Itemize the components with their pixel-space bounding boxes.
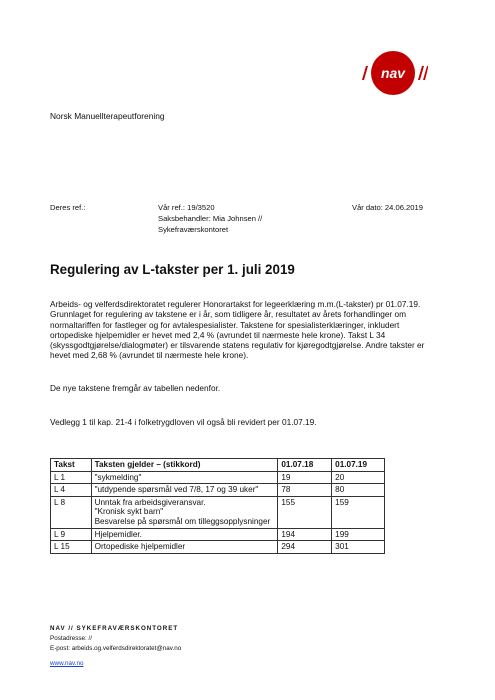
cell-2019: 199 [332,528,385,541]
paragraph-1: Arbeids- og velferdsdirektoratet regulerer Honorartakst for legeerklæring m.m.(L-takster) pr 01.07.19. Grunnlaget for regulering av takstene er i år, som tidligere år, resultatet av årets forhandlinger om normaltariffen for fastleger og for avtalespesialister. Takstene for spesialisterklæringer, inkludert ortopediske hjelpemidler er hevet med 2,4 % (avrundet til nærmeste hele krone). Takst L 34 (skyssgodtgjørelse/dialogmøter) er tilsvarende statens regulativ for kjøregodtgjørelse. Andre takster er hevet med 2,68 % (avrundet til nærmeste hele krone). [50,299,425,361]
cell-2019: 20 [332,471,385,484]
cell-stikkord: "sykmelding" [91,471,278,484]
header-takst: Takst [51,459,92,472]
table-header-row [51,459,385,472]
footer-epost: E-post: arbeids.og.velferdsdirektoratet@nav.no [50,645,182,652]
cell-takst: L 1 [51,471,92,484]
kontor: Sykefraværskontoret [158,225,229,234]
svg-text:nav: nav [380,65,406,81]
nav-logo-icon [358,40,428,110]
cell-takst: L 15 [51,541,92,554]
cell-stikkord: "utdypende spørsmål ved 7/8, 17 og 39 uker" [91,484,278,497]
table-row [51,471,385,484]
table-row [51,496,385,528]
document-title: Regulering av L-takster per 1. juli 2019 [50,262,295,277]
paragraph-3: Vedlegg 1 til kap. 21-4 i folketrygdloven vil også bli revidert per 01.07.19. [50,417,317,427]
cell-stikkord: Hjelpemidler. [91,528,278,541]
cell-2018: 19 [278,471,332,484]
cell-2019: 80 [332,484,385,497]
cell-2018: 78 [278,484,332,497]
footer-org: NAV // SYKEFRAVÆRSKONTORET [50,625,179,632]
takster-table [50,458,385,554]
footer-website-link[interactable]: www.nav.no [50,660,84,667]
saksbehandler: Saksbehandler: Mia Johnsen // [158,214,263,223]
cell-stikkord: Unntak fra arbeidsgiveransvar. "Kronisk sykt barn" Besvarelse på spørsmål om tilleggsopplysninger [91,496,278,528]
cell-takst: L 9 [51,528,92,541]
cell-2019: 159 [332,496,385,528]
cell-takst: L 4 [51,484,92,497]
cell-2018: 194 [278,528,332,541]
table-row [51,541,385,554]
footer-postadresse: Postadresse: // [50,635,92,642]
cell-2018: 294 [278,541,332,554]
vaar-ref: Vår ref.: 19/3520 [158,203,215,212]
header-stikkord: Taksten gjelder – (stikkord) [91,459,278,472]
vaar-dato: Vår dato: 24.06.2019 [352,203,423,212]
deres-ref: Deres ref.: [50,203,86,212]
cell-2019: 301 [332,541,385,554]
cell-takst: L 8 [51,496,92,528]
table-row [51,528,385,541]
nav-logo [358,40,428,110]
table-row [51,484,385,497]
cell-2018: 155 [278,496,332,528]
recipient: Norsk Manuellterapeutforening [50,111,165,121]
cell-stikkord: Ortopediske hjelpemidler [91,541,278,554]
header-2018: 01.07.18 [278,459,332,472]
paragraph-2: De nye takstene fremgår av tabellen nedenfor. [50,383,221,393]
header-2019: 01.07.19 [332,459,385,472]
